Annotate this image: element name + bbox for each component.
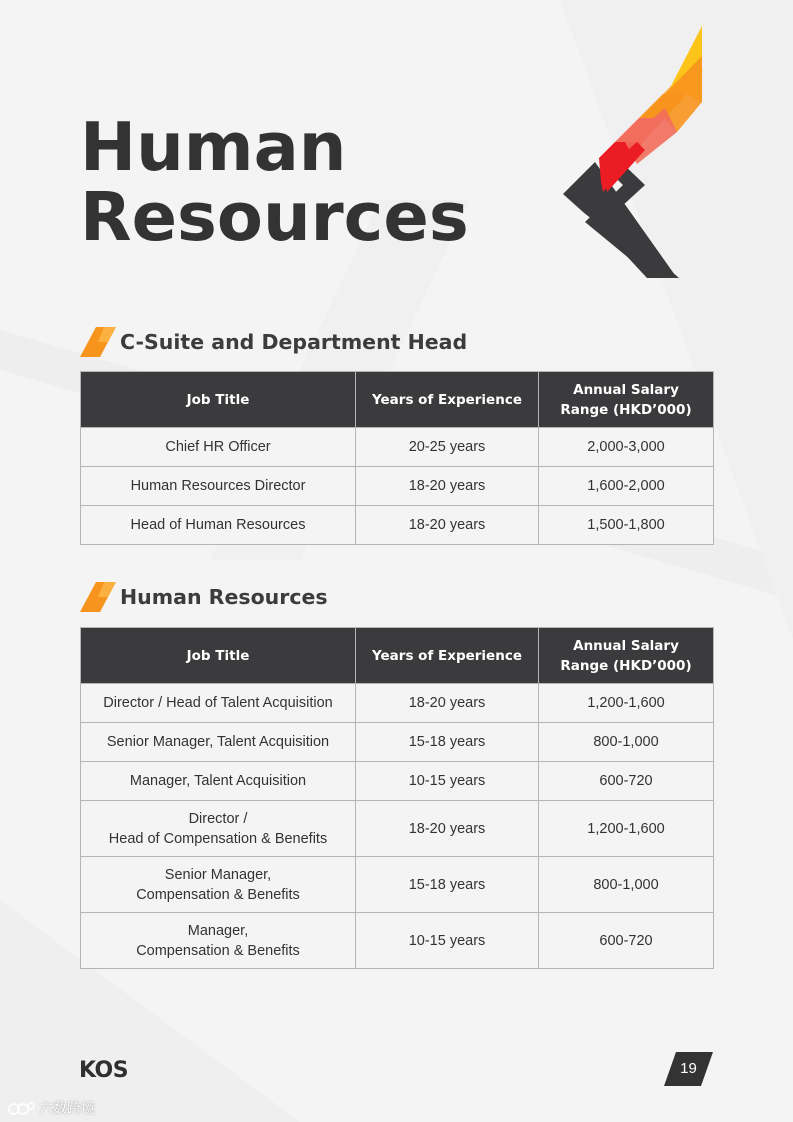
table-row — [81, 506, 714, 545]
salary-cell: 600-720 — [539, 762, 714, 801]
job-title-cell: Chief HR Officer — [81, 428, 356, 467]
table-header-row — [81, 628, 714, 684]
salary-table-human-resources — [80, 627, 714, 969]
page-title-line2: Resources — [80, 178, 469, 256]
salary-cell: 600-720 — [539, 913, 714, 969]
table-row — [81, 762, 714, 801]
watermark-logo-icon — [8, 1100, 36, 1116]
years-cell: 15-18 years — [356, 857, 539, 913]
section-title: C-Suite and Department Head — [120, 330, 468, 354]
job-title-cell: Manager, Compensation & Benefits — [81, 913, 356, 969]
years-cell: 10-15 years — [356, 762, 539, 801]
header-years-of-experience: Years of Experience — [356, 628, 539, 684]
years-cell: 18-20 years — [356, 684, 539, 723]
years-cell: 15-18 years — [356, 723, 539, 762]
header-job-title: Job Title — [81, 628, 356, 684]
brand-chevron-logo — [555, 22, 710, 284]
page-number: 19 — [680, 1060, 697, 1077]
table-row — [81, 467, 714, 506]
job-title-cell: Human Resources Director — [81, 467, 356, 506]
header-annual-salary: Annual Salary Range (HKD’000) — [539, 372, 714, 428]
salary-cell: 1,200-1,600 — [539, 684, 714, 723]
table-row — [81, 913, 714, 969]
watermark — [8, 1098, 95, 1118]
job-title-cell: Manager, Talent Acquisition — [81, 762, 356, 801]
watermark-text: 六数跨境 — [39, 1100, 95, 1116]
years-cell: 10-15 years — [356, 913, 539, 969]
table-row — [81, 857, 714, 913]
header-years-of-experience: Years of Experience — [356, 372, 539, 428]
years-cell: 20-25 years — [356, 428, 539, 467]
salary-cell: 1,600-2,000 — [539, 467, 714, 506]
salary-cell: 800-1,000 — [539, 857, 714, 913]
table-row — [81, 801, 714, 857]
job-title-cell: Senior Manager, Compensation & Benefits — [81, 857, 356, 913]
page-title — [80, 108, 469, 256]
salary-table-c-suite — [80, 371, 714, 545]
orange-parallelogram-icon — [80, 327, 116, 357]
header-job-title: Job Title — [81, 372, 356, 428]
brand-logo: KOS — [79, 1058, 129, 1083]
header-annual-salary: Annual Salary Range (HKD’000) — [539, 628, 714, 684]
salary-cell: 1,500-1,800 — [539, 506, 714, 545]
job-title-cell: Senior Manager, Talent Acquisition — [81, 723, 356, 762]
table-row — [81, 723, 714, 762]
salary-cell: 1,200-1,600 — [539, 801, 714, 857]
section-header-c-suite — [80, 326, 467, 358]
years-cell: 18-20 years — [356, 801, 539, 857]
job-title-cell: Director / Head of Compensation & Benefits — [81, 801, 356, 857]
job-title-cell: Director / Head of Talent Acquisition — [81, 684, 356, 723]
section-title: Human Resources — [120, 585, 328, 609]
salary-cell: 2,000-3,000 — [539, 428, 714, 467]
job-title-cell: Head of Human Resources — [81, 506, 356, 545]
table-header-row — [81, 372, 714, 428]
salary-cell: 800-1,000 — [539, 723, 714, 762]
years-cell: 18-20 years — [356, 506, 539, 545]
section-header-human-resources — [80, 581, 328, 613]
table-row — [81, 428, 714, 467]
table-row — [81, 684, 714, 723]
orange-parallelogram-icon — [80, 582, 116, 612]
years-cell: 18-20 years — [356, 467, 539, 506]
page-title-line1: Human — [80, 108, 347, 186]
